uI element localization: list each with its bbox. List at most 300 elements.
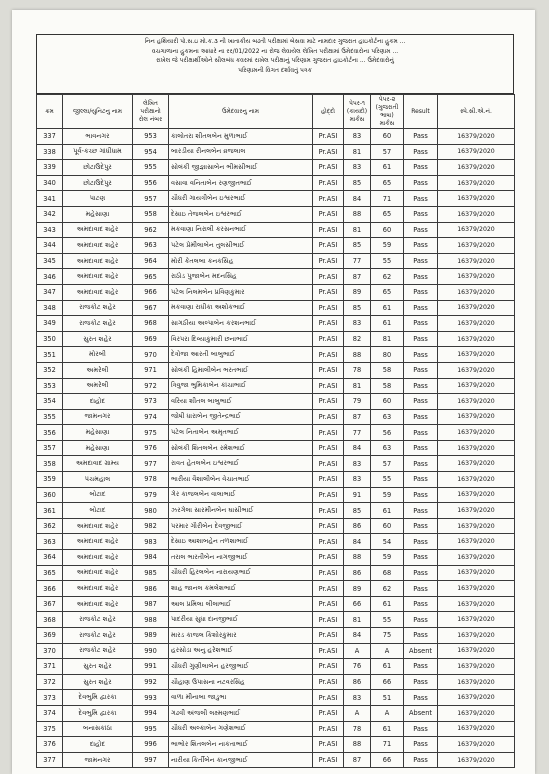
cell-district: દાહોદ [63, 394, 133, 410]
cell-paper2: 81 [371, 331, 404, 347]
cell-paper1: 84 [344, 628, 371, 644]
document-header [36, 34, 514, 94]
cell-sr: 372 [37, 674, 63, 690]
cell-district: મોરબી [63, 347, 133, 363]
cell-paper1: 81 [344, 612, 371, 628]
cell-sr: 344 [37, 238, 63, 254]
table-row [37, 674, 515, 690]
cell-post: Pr.ASI [313, 721, 344, 737]
cell-sr: 363 [37, 534, 63, 550]
cell-sr: 351 [37, 347, 63, 363]
cell-post: Pr.ASI [313, 316, 344, 332]
cell-roll: 970 [133, 347, 169, 363]
cell-paper1: 82 [344, 331, 371, 347]
cell-paper2: 60 [371, 222, 404, 238]
cell-roll: 958 [133, 206, 169, 222]
cell-ref: 16379/2020 [438, 705, 515, 721]
cell-name: ગઢવી અંજલી લક્ષ્મણભાઈ [169, 705, 313, 721]
cell-post: Pr.ASI [313, 129, 344, 145]
cell-ref: 16379/2020 [438, 487, 515, 503]
cell-sr: 375 [37, 721, 63, 737]
cell-roll: 995 [133, 721, 169, 737]
cell-name: સોલંકી જીજ્ઞાસાબેન ભીમસીભાઈ [169, 160, 313, 176]
cell-sr: 340 [37, 175, 63, 191]
cell-paper1: 89 [344, 581, 371, 597]
cell-paper2: 60 [371, 394, 404, 410]
table-row [37, 659, 515, 675]
cell-post: Pr.ASI [313, 409, 344, 425]
cell-paper2: 54 [371, 534, 404, 550]
cell-sr: 371 [37, 659, 63, 675]
cell-ref: 16379/2020 [438, 674, 515, 690]
cell-paper2: 61 [371, 300, 404, 316]
cell-name: દેસાઇ આશાબહેન તળશાભાઈ [169, 534, 313, 550]
cell-district: મહેસાણા [63, 440, 133, 456]
cell-roll: 994 [133, 705, 169, 721]
cell-sr: 354 [37, 394, 63, 410]
cell-roll: 997 [133, 752, 169, 768]
cell-paper1: 81 [344, 222, 371, 238]
cell-paper2: 71 [371, 191, 404, 207]
cell-name: વાળા મીનાબા જાડુભા [169, 690, 313, 706]
cell-name: મોરી કેતલબા કનકસિંહ [169, 253, 313, 269]
cell-sr: 339 [37, 160, 63, 176]
cell-sr: 353 [37, 378, 63, 394]
cell-district: દેવભુમિ દ્વારકા [63, 705, 133, 721]
cell-post: Pr.ASI [313, 550, 344, 566]
table-row [37, 394, 515, 410]
table-row [37, 347, 515, 363]
cell-district: અમદાવાદ શહેર [63, 596, 133, 612]
cell-district: છોટાઉદેપુર [63, 175, 133, 191]
cell-name: વસાવા વનિતાબેન રણજીતભાઈ [169, 175, 313, 191]
cell-sr: 345 [37, 253, 63, 269]
cell-roll: 979 [133, 487, 169, 503]
cell-district: સુરત શહેર [63, 331, 133, 347]
cell-paper2: 63 [371, 409, 404, 425]
table-row [37, 378, 515, 394]
cell-district: પૂર્વ-કચ્છ ગાંધીધામ [63, 144, 133, 160]
cell-post: Pr.ASI [313, 674, 344, 690]
cell-result: Pass [404, 409, 438, 425]
table-row [37, 737, 515, 753]
cell-name: ચૌહાણ ઉપાસના નટવરસિંહ [169, 674, 313, 690]
cell-district: જામનગર [63, 409, 133, 425]
cell-sr: 364 [37, 550, 63, 566]
cell-ref: 16379/2020 [438, 175, 515, 191]
col-header-result: Result [404, 95, 438, 129]
cell-paper2: 57 [371, 456, 404, 472]
cell-paper2: 51 [371, 690, 404, 706]
cell-result: Pass [404, 238, 438, 254]
cell-roll: 967 [133, 300, 169, 316]
cell-ref: 16379/2020 [438, 737, 515, 753]
cell-roll: 987 [133, 596, 169, 612]
header-line: રાખેલ જે પરીક્ષાર્થીઓને સીલબંધ કવરમાં રાખેલ પરીક્ષાનું પરિણામ ગુજરાત હાઇકોર્ટના ... ઉમેદવારોનું [156, 57, 394, 65]
cell-ref: 16379/2020 [438, 394, 515, 410]
cell-paper1: 83 [344, 316, 371, 332]
cell-result: Pass [404, 487, 438, 503]
cell-post: Pr.ASI [313, 628, 344, 644]
cell-ref: 16379/2020 [438, 643, 515, 659]
col-header-sr: ક્રમ [37, 95, 63, 129]
cell-name: નારીયા કિર્તીબેન કાનજીભાઈ [169, 752, 313, 768]
cell-paper2: 55 [371, 253, 404, 269]
cell-paper2: 61 [371, 160, 404, 176]
header-line: નિન હથિયારી પો.સ.ઇ મો.ક.૩ ની ખાતાકીય બઢતી પરીક્ષામાં બેસવા માટે નામદાર ગુજરાત હાઇકોર્ટના હુકમ ... [144, 38, 406, 45]
cell-result: Pass [404, 612, 438, 628]
cell-sr: 357 [37, 440, 63, 456]
cell-post: Pr.ASI [313, 737, 344, 753]
cell-district: સુરત શહેર [63, 659, 133, 675]
cell-name: વિરપરા દિવ્યાકુમારી છનાભાઈ [169, 331, 313, 347]
table-row [37, 191, 515, 207]
cell-district: અમદાવાદ શહેર [63, 222, 133, 238]
cell-post: Pr.ASI [313, 269, 344, 285]
cell-result: Pass [404, 518, 438, 534]
table-row [37, 269, 515, 285]
cell-paper1: 83 [344, 690, 371, 706]
cell-paper1: 85 [344, 175, 371, 191]
cell-sr: 376 [37, 737, 63, 753]
table-row [37, 362, 515, 378]
cell-post: Pr.ASI [313, 206, 344, 222]
cell-name: બારડીયા રીનલબેન વ્રજલાલ [169, 144, 313, 160]
cell-post: Pr.ASI [313, 331, 344, 347]
cell-post: Pr.ASI [313, 160, 344, 176]
cell-sr: 348 [37, 300, 63, 316]
cell-roll: 964 [133, 253, 169, 269]
cell-name: પટેલ નિલમબેન પ્રવિણકુમાર [169, 284, 313, 300]
cell-ref: 16379/2020 [438, 238, 515, 254]
cell-paper2: 71 [371, 737, 404, 753]
table-row [37, 331, 515, 347]
cell-paper2: 59 [371, 487, 404, 503]
cell-roll: 992 [133, 674, 169, 690]
cell-ref: 16379/2020 [438, 144, 515, 160]
cell-paper2: 58 [371, 362, 404, 378]
cell-paper1: 84 [344, 534, 371, 550]
cell-paper1: 88 [344, 347, 371, 363]
cell-name: પટેલ પ્રેમીલાબેન તુલસીભાઈ [169, 238, 313, 254]
table-row [37, 518, 515, 534]
cell-roll: 989 [133, 628, 169, 644]
cell-paper2: 61 [371, 316, 404, 332]
cell-paper2: 59 [371, 550, 404, 566]
cell-district: અમદાવાદ શહેર [63, 550, 133, 566]
cell-roll: 971 [133, 362, 169, 378]
cell-district: રાજકોટ શહેર [63, 643, 133, 659]
cell-post: Pr.ASI [313, 690, 344, 706]
cell-result: Pass [404, 565, 438, 581]
cell-ref: 16379/2020 [438, 222, 515, 238]
cell-sr: 365 [37, 565, 63, 581]
cell-paper1: 81 [344, 144, 371, 160]
cell-name: રાઠોડ પુજાબેન મદનસિંહ [169, 269, 313, 285]
cell-result: Pass [404, 269, 438, 285]
cell-result: Pass [404, 300, 438, 316]
cell-paper1: 84 [344, 191, 371, 207]
cell-sr: 368 [37, 612, 63, 628]
cell-ref: 16379/2020 [438, 253, 515, 269]
cell-district: બનાસકાંઠા [63, 721, 133, 737]
cell-paper2: 61 [371, 596, 404, 612]
cell-name: રાવત હેતલબેન ઇશ્વરભાઈ [169, 456, 313, 472]
cell-paper2: 63 [371, 440, 404, 456]
cell-result: Pass [404, 284, 438, 300]
col-header-district: જીલ્લા/યુનિટનુ નામ [63, 95, 133, 129]
cell-ref: 16379/2020 [438, 456, 515, 472]
cell-name: ગેર કાજલબેન વાલાભાઈ [169, 487, 313, 503]
cell-roll: 953 [133, 129, 169, 145]
table-row [37, 253, 515, 269]
cell-name: દેસાઇ તેજલબેન ઇશ્વરભાઈ [169, 206, 313, 222]
cell-ref: 16379/2020 [438, 472, 515, 488]
cell-post: Pr.ASI [313, 222, 344, 238]
cell-paper2: 58 [371, 378, 404, 394]
col-header-paper2: પેપર-૨ (ગુજરાતી ભાષા) માર્કસ [371, 95, 404, 129]
cell-ref: 16379/2020 [438, 659, 515, 675]
cell-result: Pass [404, 752, 438, 768]
cell-name: ત્રિવુજા ભુમિકાબેન કાંચાભાઈ [169, 378, 313, 394]
col-header-name: ઉમેદવારનુ નામ [169, 95, 313, 129]
cell-name: ચૌધરી ગુણીલાબેન હરજીભાઈ [169, 659, 313, 675]
cell-name: ચૌધરી હિરલબેન નારાયણભાઈ [169, 565, 313, 581]
cell-sr: 343 [37, 222, 63, 238]
cell-ref: 16379/2020 [438, 503, 515, 519]
table-row [37, 628, 515, 644]
cell-post: Pr.ASI [313, 394, 344, 410]
cell-roll: 984 [133, 550, 169, 566]
cell-name: હરસોડા અનુ હરેશભાઈ [169, 643, 313, 659]
cell-post: Pr.ASI [313, 238, 344, 254]
cell-paper1: 88 [344, 550, 371, 566]
cell-district: અમદાવાદ શહેર [63, 534, 133, 550]
cell-result: Pass [404, 316, 438, 332]
table-row [37, 643, 515, 659]
cell-paper2: 60 [371, 518, 404, 534]
cell-result: Pass [404, 175, 438, 191]
cell-result: Pass [404, 222, 438, 238]
cell-ref: 16379/2020 [438, 596, 515, 612]
cell-paper1: 87 [344, 752, 371, 768]
cell-sr: 367 [37, 596, 63, 612]
cell-paper1: 86 [344, 674, 371, 690]
cell-result: Pass [404, 129, 438, 145]
cell-ref: 16379/2020 [438, 550, 515, 566]
cell-post: Pr.ASI [313, 612, 344, 628]
table-row [37, 160, 515, 176]
cell-name: પરમાર ગૌરીબેન દેવજીભાઈ [169, 518, 313, 534]
cell-ref: 16379/2020 [438, 331, 515, 347]
cell-result: Pass [404, 659, 438, 675]
cell-district: અમરેલી [63, 362, 133, 378]
cell-roll: 955 [133, 160, 169, 176]
cell-roll: 988 [133, 612, 169, 628]
cell-post: Pr.ASI [313, 425, 344, 441]
cell-paper1: 91 [344, 487, 371, 503]
cell-ref: 16379/2020 [438, 362, 515, 378]
cell-paper1: A [344, 705, 371, 721]
cell-sr: 337 [37, 129, 63, 145]
cell-paper1: 88 [344, 737, 371, 753]
cell-paper1: 85 [344, 238, 371, 254]
cell-post: Pr.ASI [313, 565, 344, 581]
cell-paper2: 59 [371, 238, 404, 254]
cell-post: Pr.ASI [313, 503, 344, 519]
cell-name: સોલંકી હિમાલીબેન ભરતભાઈ [169, 362, 313, 378]
cell-post: Pr.ASI [313, 534, 344, 550]
cell-ref: 16379/2020 [438, 534, 515, 550]
cell-roll: 990 [133, 643, 169, 659]
table-row [37, 144, 515, 160]
cell-result: Pass [404, 347, 438, 363]
cell-post: Pr.ASI [313, 643, 344, 659]
cell-name: પાદરીયા સુધા દાનજીભાઈ [169, 612, 313, 628]
cell-result: Absent [404, 705, 438, 721]
cell-ref: 16379/2020 [438, 316, 515, 332]
cell-sr: 374 [37, 705, 63, 721]
cell-district: પંચમહાલ [63, 472, 133, 488]
cell-paper2: 61 [371, 721, 404, 737]
cell-post: Pr.ASI [313, 472, 344, 488]
cell-ref: 16379/2020 [438, 518, 515, 534]
cell-ref: 16379/2020 [438, 347, 515, 363]
cell-district: મહેસાણા [63, 206, 133, 222]
cell-name: સાગઠીયા અલ્પાબેન કરશનભાઈ [169, 316, 313, 332]
results-table [36, 94, 515, 768]
cell-paper1: 76 [344, 659, 371, 675]
cell-name: તરાલ ભારતીબેન નાગજીભાઈ [169, 550, 313, 566]
cell-paper2: 80 [371, 347, 404, 363]
cell-post: Pr.ASI [313, 300, 344, 316]
cell-sr: 350 [37, 331, 63, 347]
cell-district: રાજકોટ શહેર [63, 612, 133, 628]
cell-roll: 957 [133, 191, 169, 207]
table-row [37, 206, 515, 222]
cell-district: અમદાવાદ શહેર [63, 565, 133, 581]
cell-district: અમદાવાદ શહેર [63, 253, 133, 269]
cell-paper1: 77 [344, 425, 371, 441]
cell-result: Pass [404, 550, 438, 566]
cell-paper1: 85 [344, 503, 371, 519]
cell-result: Pass [404, 206, 438, 222]
cell-ref: 16379/2020 [438, 752, 515, 768]
table-row [37, 752, 515, 768]
cell-result: Pass [404, 253, 438, 269]
cell-roll: 986 [133, 581, 169, 597]
table-row [37, 565, 515, 581]
cell-district: રાજકોટ શહેર [63, 628, 133, 644]
cell-ref: 16379/2020 [438, 269, 515, 285]
cell-result: Pass [404, 690, 438, 706]
cell-paper2: 55 [371, 612, 404, 628]
cell-roll: 991 [133, 659, 169, 675]
table-row [37, 721, 515, 737]
cell-post: Pr.ASI [313, 659, 344, 675]
cell-roll: 985 [133, 565, 169, 581]
cell-roll: 978 [133, 472, 169, 488]
cell-ref: 16379/2020 [438, 300, 515, 316]
cell-paper2: 61 [371, 503, 404, 519]
cell-sr: 361 [37, 503, 63, 519]
cell-paper1: 89 [344, 284, 371, 300]
cell-roll: 956 [133, 175, 169, 191]
cell-paper1: 87 [344, 269, 371, 285]
cell-post: Pr.ASI [313, 191, 344, 207]
col-header-ref: સ્પે.સી.એ.નં. [438, 95, 515, 129]
cell-sr: 360 [37, 487, 63, 503]
cell-post: Pr.ASI [313, 253, 344, 269]
cell-ref: 16379/2020 [438, 425, 515, 441]
cell-name: ભાભોર શિતલબેન નાકતાભાઈ [169, 737, 313, 753]
cell-paper2: 60 [371, 129, 404, 145]
cell-paper1: 88 [344, 206, 371, 222]
cell-result: Pass [404, 440, 438, 456]
cell-ref: 16379/2020 [438, 440, 515, 456]
cell-sr: 352 [37, 362, 63, 378]
cell-paper1: 78 [344, 721, 371, 737]
table-row [37, 596, 515, 612]
col-header-roll: લેખિત પરીક્ષાનો રોલ નંબર [133, 95, 169, 129]
cell-ref: 16379/2020 [438, 129, 515, 145]
cell-name: મકવાણા નિરાલી કરસનભાઈ [169, 222, 313, 238]
cell-sr: 362 [37, 518, 63, 534]
cell-paper1: 87 [344, 409, 371, 425]
cell-paper1: 86 [344, 518, 371, 534]
table-row [37, 284, 515, 300]
cell-paper1: A [344, 643, 371, 659]
cell-district: અમરેલી [63, 378, 133, 394]
cell-paper1: 86 [344, 565, 371, 581]
cell-post: Pr.ASI [313, 284, 344, 300]
cell-post: Pr.ASI [313, 347, 344, 363]
cell-district: દાહોદ [63, 737, 133, 753]
cell-paper2: 65 [371, 175, 404, 191]
cell-roll: 993 [133, 690, 169, 706]
cell-post: Pr.ASI [313, 705, 344, 721]
cell-result: Pass [404, 378, 438, 394]
cell-result: Pass [404, 503, 438, 519]
cell-paper1: 85 [344, 300, 371, 316]
cell-paper1: 83 [344, 472, 371, 488]
table-header-row [37, 95, 515, 129]
table-row [37, 129, 515, 145]
cell-sr: 342 [37, 206, 63, 222]
cell-result: Pass [404, 596, 438, 612]
table-row [37, 503, 515, 519]
table-row [37, 456, 515, 472]
cell-name: ચૌધરી અલ્કાબેન ગણેશભાઈ [169, 721, 313, 737]
cell-result: Pass [404, 331, 438, 347]
cell-roll: 974 [133, 409, 169, 425]
col-header-paper1: પેપર-૧ (કાયદો) માર્કસ [344, 95, 371, 129]
cell-paper2: 66 [371, 752, 404, 768]
header-line: વચગાળાના હુકમના આધારે ના રર/01/2022 ના રોજ લેવાયેલ લેખિત પરીક્ષામાં ઉમેદવારોના પરિણામ ... [151, 47, 399, 55]
table-row [37, 238, 515, 254]
cell-result: Pass [404, 160, 438, 176]
cell-post: Pr.ASI [313, 362, 344, 378]
cell-paper2: 75 [371, 628, 404, 644]
cell-sr: 358 [37, 456, 63, 472]
table-body [37, 129, 515, 768]
cell-sr: 347 [37, 284, 63, 300]
cell-roll: 976 [133, 440, 169, 456]
cell-paper2: 55 [371, 472, 404, 488]
col-header-post: હોદ્દો [313, 95, 344, 129]
cell-roll: 972 [133, 378, 169, 394]
cell-post: Pr.ASI [313, 440, 344, 456]
